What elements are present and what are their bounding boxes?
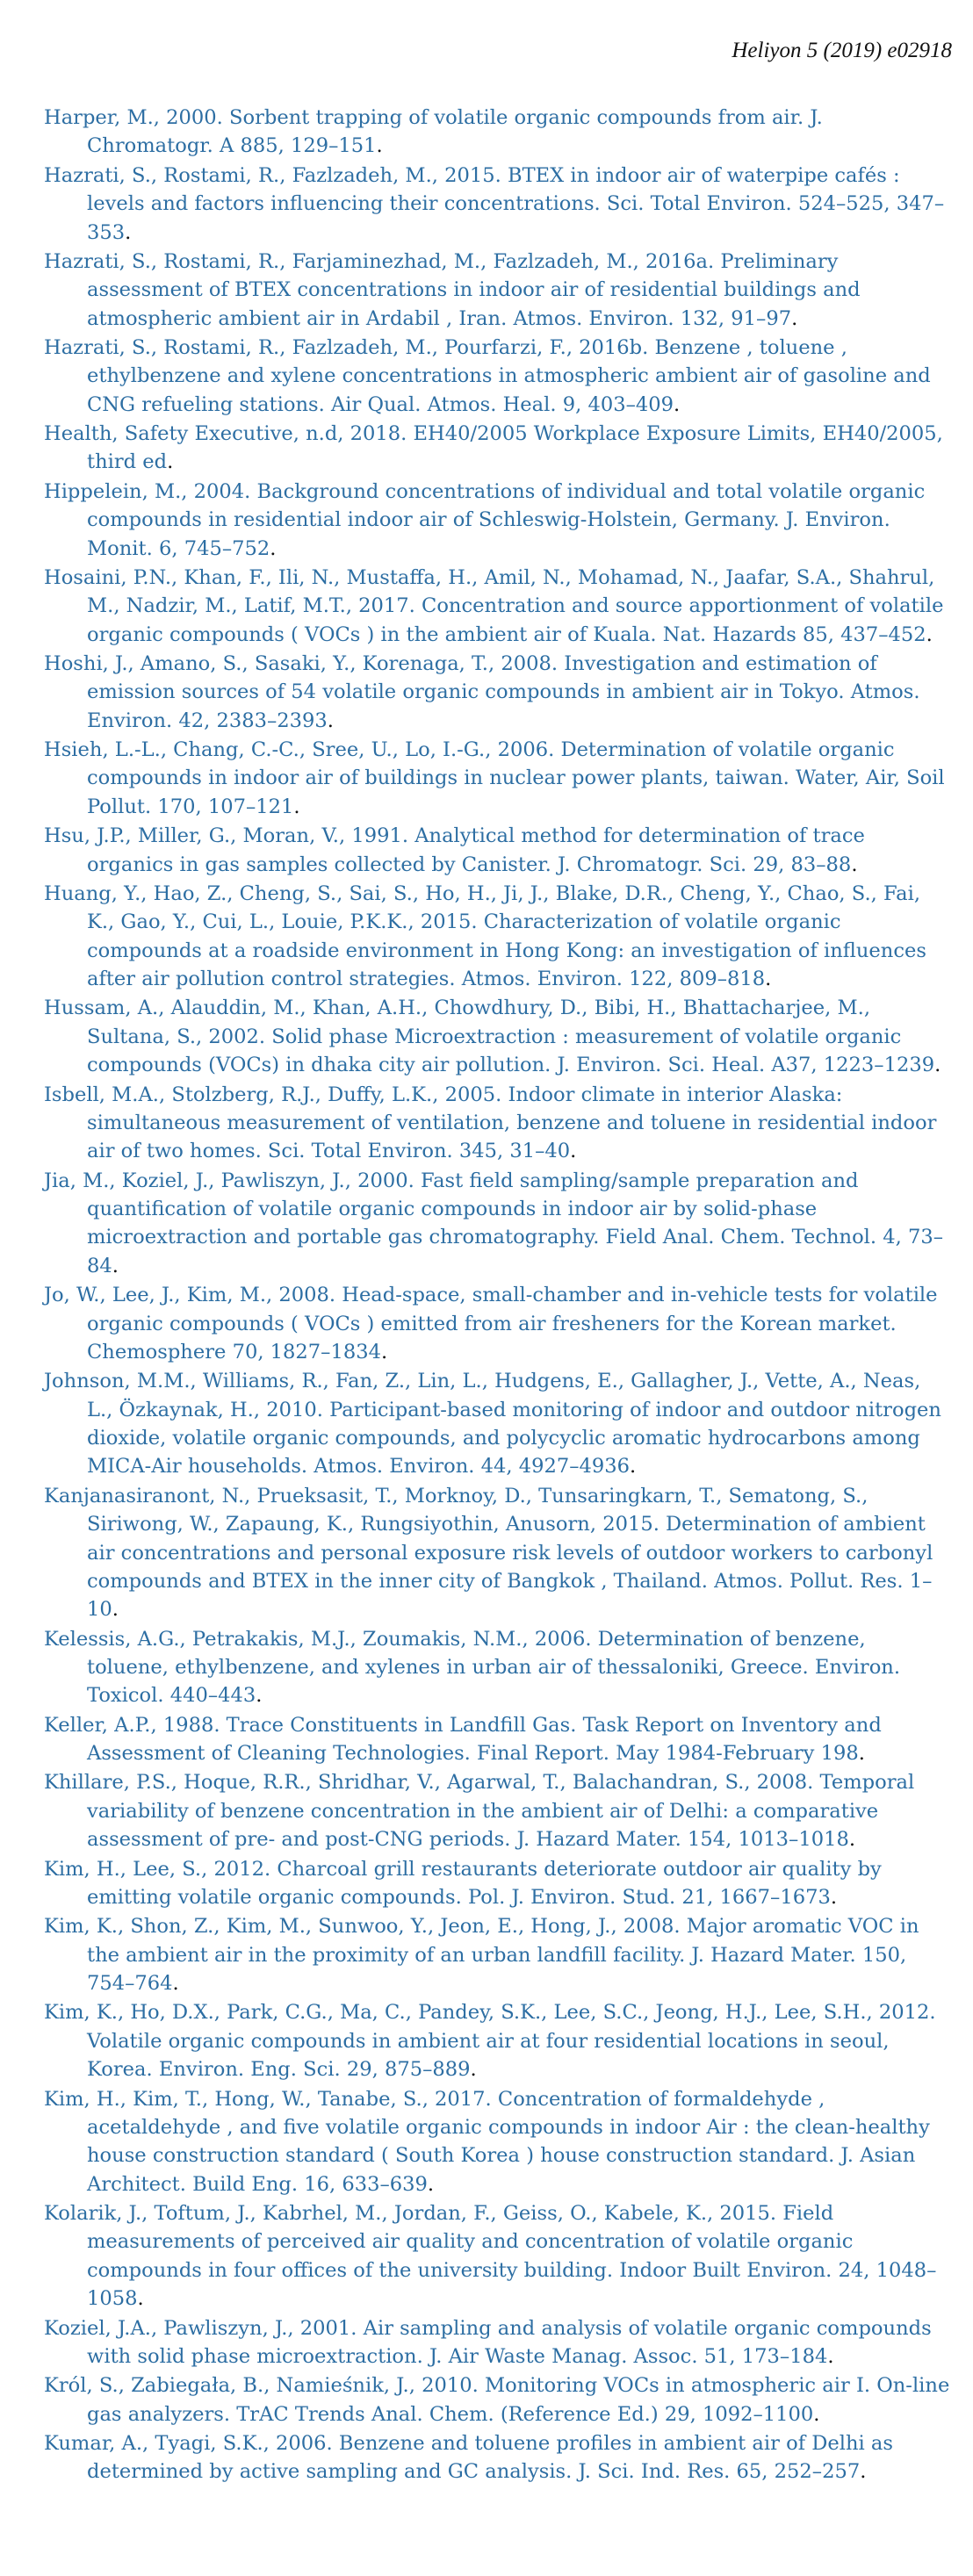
reference-text: Kelessis, A.G., Petrakakis, M.J., Zoumakis, N.M., 2006. Determination of benzene, toluene, ethylbenzene, and xylenes in urban air of thessaloniki, Greece. Environ. Toxicol. 440–443 (44, 1627, 901, 1708)
reference-list (44, 104, 952, 2487)
reference-item[interactable]: Health, Safety Executive, n.d, 2018. EH40/2005 Workplace Exposure Limits, EH40/2005, third ed. (44, 422, 943, 474)
reference-text: Kolarik, J., Toftum, J., Kabrhel, M., Jordan, F., Geiss, O., Kabele, K., 2015. Field measurements of perceived air quality and concentration of volatile organic compounds in four offices of the university building. Indoor Built Environ. 24, 1048–1058 (44, 2202, 937, 2311)
reference-text: Kim, H., Kim, T., Hong, W., Tanabe, S., 2017. Concentration of formaldehyde , acetaldehyde , and five volatile organic compounds in indoor Air : the clean-healthy house construction standard ( South Korea ) house construction standard. J. Asian Architect. Build Eng. 16, 633–639 (44, 2087, 930, 2196)
reference-text: Kim, K., Ho, D.X., Park, C.G., Ma, C., Pandey, S.K., Lee, S.C., Jeong, H.J., Lee, S.H., 2012. Volatile organic compounds in ambient air at four residential locations in seoul, Korea. Environ. Eng. Sci. 29, 875–889 (44, 2001, 936, 2082)
reference-text: Hazrati, S., Rostami, R., Fazlzadeh, M., Pourfarzi, F., 2016b. Benzene , toluene , ethylbenzene and xylene concentrations in atmospheric ambient air of gasoline and CNG refueling stations. Air Qual. Atmos. Heal. 9, 403–409 (44, 335, 931, 416)
reference-item[interactable]: Johnson, M.M., Williams, R., Fan, Z., Lin, L., Hudgens, E., Gallagher, J., Vette, A., Neas, L., Özkaynak, H., 2010. Participant-based monitoring of indoor and outdoor nitrogen dioxide, volatile organic compounds, and polycyclic aromatic hydrocarbons among MICA-Air households. Atmos. Environ. 44, 4927–4936. (44, 1370, 941, 1479)
reference-text: Hsu, J.P., Miller, G., Moran, V., 1991. Analytical method for determination of trace organics in gas samples collected by Canister. J. Chromatogr. Sci. 29, 83–88 (44, 824, 865, 876)
reference-item[interactable]: Kim, H., Kim, T., Hong, W., Tanabe, S., 2017. Concentration of formaldehyde , acetaldehyde , and five volatile organic compounds in indoor Air : the clean-healthy house construction standard ( South Korea ) house construction standard. J. Asian Architect. Build Eng. 16, 633–639. (44, 2087, 930, 2196)
reference-item[interactable]: Hippelein, M., 2004. Background concentrations of individual and total volatile organic compounds in residential indoor air of Schleswig-Holstein, Germany. J. Environ. Monit. 6, 745–752. (44, 479, 926, 560)
reference-text: Harper, M., 2000. Sorbent trapping of volatile organic compounds from air. J. Chromatogr. A 885, 129–151 (44, 106, 823, 158)
reference-item[interactable]: Jia, M., Koziel, J., Pawliszyn, J., 2000. Fast field sampling/sample preparation and quantification of volatile organic compounds in indoor air by solid-phase microextraction and portable gas chromatography. Field Anal. Chem. Technol. 4, 73–84. (44, 1169, 944, 1277)
reference-item[interactable]: Hoshi, J., Amano, S., Sasaki, Y., Korenaga, T., 2008. Investigation and estimation of emission sources of 54 volatile organic compounds in ambient air in Tokyo. Atmos. Environ. 42, 2383–2393. (44, 651, 920, 732)
reference-item[interactable]: Koziel, J.A., Pawliszyn, J., 2001. Air sampling and analysis of volatile organic compounds with solid phase microextraction. J. Air Waste Manag. Assoc. 51, 173–184. (44, 2316, 932, 2368)
reference-text: Hosaini, P.N., Khan, F., Ili, N., Mustaffa, H., Amil, N., Mohamad, N., Jaafar, S.A., Shahrul, M., Nadzir, M., Latif, M.T., 2017. Concentration and source apportionment of volatile organic compounds ( VOCs ) in the ambient air of Kuala. Nat. Hazards 85, 437–452 (44, 565, 944, 646)
reference-text: Hazrati, S., Rostami, R., Farjaminezhad, M., Fazlzadeh, M., 2016a. Preliminary assessment of BTEX concentrations in indoor air of residential buildings and atmospheric ambient air in Ardabil , Iran. Atmos. Environ. 132, 91–97 (44, 249, 861, 330)
reference-item[interactable]: Huang, Y., Hao, Z., Cheng, S., Sai, S., Ho, H., Ji, J., Blake, D.R., Cheng, Y., Chao, S., Fai, K., Gao, Y., Cui, L., Louie, P.K.K., 2015. Characterization of volatile organic compounds at a roadside environment in Hong Kong: an investigation of influences after air pollution control strategies. Atmos. Environ. 122, 809–818. (44, 881, 926, 991)
reference-item[interactable]: Hosaini, P.N., Khan, F., Ili, N., Mustaffa, H., Amil, N., Mohamad, N., Jaafar, S.A., Shahrul, M., Nadzir, M., Latif, M.T., 2017. Concentration and source apportionment of volatile organic compounds ( VOCs ) in the ambient air of Kuala. Nat. Hazards 85, 437–452. (44, 565, 944, 646)
reference-item[interactable]: Hussam, A., Alauddin, M., Khan, A.H., Chowdhury, D., Bibi, H., Bhattacharjee, M., Sultana, S., 2002. Solid phase Microextraction : measurement of volatile organic compounds (VOCs) in dhaka city air pollution. J. Environ. Sci. Heal. A37, 1223–1239. (44, 997, 941, 1077)
reference-text: Huang, Y., Hao, Z., Cheng, S., Sai, S., Ho, H., Ji, J., Blake, D.R., Cheng, Y., Chao, S., Fai, K., Gao, Y., Cui, L., Louie, P.K.K., 2015. Characterization of volatile organic compounds at a roadside environment in Hong Kong: an investigation of influences after air pollution control strategies. Atmos. Environ. 122, 809–818 (44, 881, 926, 991)
reference-text: Johnson, M.M., Williams, R., Fan, Z., Lin, L., Hudgens, E., Gallagher, J., Vette, A., Neas, L., Özkaynak, H., 2010. Participant-based monitoring of indoor and outdoor nitrogen dioxide, volatile organic compounds, and polycyclic aromatic hydrocarbons among MICA-Air households. Atmos. Environ. 44, 4927–4936 (44, 1370, 941, 1479)
reference-text: Jo, W., Lee, J., Kim, M., 2008. Head-space, small-chamber and in-vehicle tests for volatile organic compounds ( VOCs ) emitted from air fresheners for the Korean market. Chemosphere 70, 1827–1834 (44, 1284, 938, 1364)
reference-item[interactable]: Hsu, J.P., Miller, G., Moran, V., 1991. Analytical method for determination of trace organics in gas samples collected by Canister. J. Chromatogr. Sci. 29, 83–88. (44, 824, 865, 876)
reference-text: Health, Safety Executive, n.d, 2018. EH40/2005 Workplace Exposure Limits, EH40/2005, third ed (44, 422, 943, 474)
reference-item[interactable]: Kanjanasiranont, N., Prueksasit, T., Morknoy, D., Tunsaringkarn, T., Sematong, S., Siriwong, W., Zapaung, K., Rungsiyothin, Anusorn, 2015. Determination of ambient air concentrations and personal exposure risk levels of outdoor workers to carbonyl compounds and BTEX in the inner city of Bangkok , Thailand. Atmos. Pollut. Res. 1–10. (44, 1484, 933, 1622)
reference-text: Hippelein, M., 2004. Background concentrations of individual and total volatile organic compounds in residential indoor air of Schleswig-Holstein, Germany. J. Environ. Monit. 6, 745–752 (44, 479, 926, 560)
reference-item[interactable]: Król, S., Zabiegała, B., Namieśnik, J., 2010. Monitoring VOCs in atmospheric air I. On-line gas analyzers. TrAC Trends Anal. Chem. (Reference Ed.) 29, 1092–1100. (44, 2374, 950, 2426)
reference-text: Jia, M., Koziel, J., Pawliszyn, J., 2000. Fast field sampling/sample preparation and quantification of volatile organic compounds in indoor air by solid-phase microextraction and portable gas chromatography. Field Anal. Chem. Technol. 4, 73–84 (44, 1169, 944, 1277)
reference-item[interactable]: Kolarik, J., Toftum, J., Kabrhel, M., Jordan, F., Geiss, O., Kabele, K., 2015. Field measurements of perceived air quality and concentration of volatile organic compounds in four offices of the university building. Indoor Built Environ. 24, 1048–1058. (44, 2202, 937, 2311)
reference-text: Hsieh, L.-L., Chang, C.-C., Sree, U., Lo, I.-G., 2006. Determination of volatile organic compounds in indoor air of buildings in nuclear power plants, taiwan. Water, Air, Soil Pollut. 170, 107–121 (44, 738, 945, 818)
reference-item[interactable]: Keller, A.P., 1988. Trace Constituents in Landfill Gas. Task Report on Inventory and Assessment of Cleaning Technologies. Final Report. May 1984-February 198. (44, 1713, 882, 1766)
reference-text: Koziel, J.A., Pawliszyn, J., 2001. Air sampling and analysis of volatile organic compounds with solid phase microextraction. J. Air Waste Manag. Assoc. 51, 173–184 (44, 2316, 932, 2368)
reference-item[interactable]: Kumar, A., Tyagi, S.K., 2006. Benzene and toluene profiles in ambient air of Delhi as determined by active sampling and GC analysis. J. Sci. Ind. Res. 65, 252–257. (44, 2431, 893, 2484)
reference-text: Hoshi, J., Amano, S., Sasaki, Y., Korenaga, T., 2008. Investigation and estimation of emission sources of 54 volatile organic compounds in ambient air in Tokyo. Atmos. Environ. 42, 2383–2393 (44, 651, 920, 732)
reference-item[interactable]: Kim, K., Shon, Z., Kim, M., Sunwoo, Y., Jeon, E., Hong, J., 2008. Major aromatic VOC in the ambient air in the proximity of an urban landfill facility. J. Hazard Mater. 150, 754–764. (44, 1915, 919, 1996)
reference-item[interactable]: Hsieh, L.-L., Chang, C.-C., Sree, U., Lo, I.-G., 2006. Determination of volatile organic compounds in indoor air of buildings in nuclear power plants, taiwan. Water, Air, Soil Pollut. 170, 107–121. (44, 738, 945, 818)
reference-item[interactable]: Harper, M., 2000. Sorbent trapping of volatile organic compounds from air. J. Chromatogr. A 885, 129–151. (44, 106, 823, 158)
journal-citation-header: Heliyon 5 (2019) e02918 (732, 39, 952, 62)
reference-text: Kim, H., Lee, S., 2012. Charcoal grill restaurants deteriorate outdoor air quality by emitting volatile organic compounds. Pol. J. Environ. Stud. 21, 1667–1673 (44, 1857, 882, 1909)
reference-item[interactable]: Isbell, M.A., Stolzberg, R.J., Duffy, L.K., 2005. Indoor climate in interior Alaska: simultaneous measurement of ventilation, benzene and toluene in residential indoor air of two homes. Sci. Total Environ. 345, 31–40. (44, 1083, 937, 1163)
reference-text: Hussam, A., Alauddin, M., Khan, A.H., Chowdhury, D., Bibi, H., Bhattacharjee, M., Sultana, S., 2002. Solid phase Microextraction : measurement of volatile organic compounds (VOCs) in dhaka city air pollution. J. Environ. Sci. Heal. A37, 1223–1239 (44, 997, 935, 1077)
reference-text: Kanjanasiranont, N., Prueksasit, T., Morknoy, D., Tunsaringkarn, T., Sematong, S., Siriwong, W., Zapaung, K., Rungsiyothin, Anusorn, 2015. Determination of ambient air concentrations and personal exposure risk levels of outdoor workers to carbonyl compounds and BTEX in the inner city of Bangkok , Thailand. Atmos. Pollut. Res. 1–10 (44, 1484, 933, 1622)
reference-item[interactable]: Hazrati, S., Rostami, R., Farjaminezhad, M., Fazlzadeh, M., 2016a. Preliminary assessment of BTEX concentrations in indoor air of residential buildings and atmospheric ambient air in Ardabil , Iran. Atmos. Environ. 132, 91–97. (44, 249, 861, 330)
reference-text: Keller, A.P., 1988. Trace Constituents in Landfill Gas. Task Report on Inventory and Assessment of Cleaning Technologies. Final Report. May 1984-February 198 (44, 1713, 882, 1766)
reference-text: Kim, K., Shon, Z., Kim, M., Sunwoo, Y., Jeon, E., Hong, J., 2008. Major aromatic VOC in the ambient air in the proximity of an urban landfill facility. J. Hazard Mater. 150, 754–764 (44, 1915, 919, 1996)
reference-item[interactable]: Hazrati, S., Rostami, R., Fazlzadeh, M., Pourfarzi, F., 2016b. Benzene , toluene , ethylbenzene and xylene concentrations in atmospheric ambient air of gasoline and CNG refueling stations. Air Qual. Atmos. Heal. 9, 403–409. (44, 335, 931, 416)
reference-item[interactable]: Jo, W., Lee, J., Kim, M., 2008. Head-space, small-chamber and in-vehicle tests for volatile organic compounds ( VOCs ) emitted from air fresheners for the Korean market. Chemosphere 70, 1827–1834. (44, 1284, 938, 1364)
reference-item[interactable]: Khillare, P.S., Hoque, R.R., Shridhar, V., Agarwal, T., Balachandran, S., 2008. Temporal variability of benzene concentration in the ambient air of Delhi: a comparative assessment of pre- and post-CNG periods. J. Hazard Mater. 154, 1013–1018. (44, 1771, 915, 1852)
reference-text: Isbell, M.A., Stolzberg, R.J., Duffy, L.K., 2005. Indoor climate in interior Alaska: simultaneous measurement of ventilation, benzene and toluene in residential indoor air of two homes. Sci. Total Environ. 345, 31–40 (44, 1083, 937, 1163)
reference-text: Król, S., Zabiegała, B., Namieśnik, J., 2010. Monitoring VOCs in atmospheric air I. On-line gas analyzers. TrAC Trends Anal. Chem. (Reference Ed.) 29, 1092–1100 (44, 2374, 950, 2426)
reference-text: Khillare, P.S., Hoque, R.R., Shridhar, V., Agarwal, T., Balachandran, S., 2008. Temporal variability of benzene concentration in the ambient air of Delhi: a comparative assessment of pre- and post-CNG periods. J. Hazard Mater. 154, 1013–1018 (44, 1771, 915, 1852)
reference-text: Kumar, A., Tyagi, S.K., 2006. Benzene and toluene profiles in ambient air of Delhi as determined by active sampling and GC analysis. J. Sci. Ind. Res. 65, 252–257 (44, 2431, 893, 2484)
reference-text: Hazrati, S., Rostami, R., Fazlzadeh, M., 2015. BTEX in indoor air of waterpipe cafés : levels and factors influencing their concentrations. Sci. Total Environ. 524–525, 347–353 (44, 163, 945, 244)
reference-item[interactable]: Kelessis, A.G., Petrakakis, M.J., Zoumakis, N.M., 2006. Determination of benzene, toluene, ethylbenzene, and xylenes in urban air of thessaloniki, Greece. Environ. Toxicol. 440–443. (44, 1627, 901, 1708)
reference-item[interactable]: Kim, K., Ho, D.X., Park, C.G., Ma, C., Pandey, S.K., Lee, S.C., Jeong, H.J., Lee, S.H., 2012. Volatile organic compounds in ambient air at four residential locations in seoul, Korea. Environ. Eng. Sci. 29, 875–889. (44, 2001, 936, 2082)
reference-item[interactable]: Hazrati, S., Rostami, R., Fazlzadeh, M., 2015. BTEX in indoor air of waterpipe cafés : levels and factors influencing their concentrations. Sci. Total Environ. 524–525, 347–353. (44, 163, 945, 244)
reference-item[interactable]: Kim, H., Lee, S., 2012. Charcoal grill restaurants deteriorate outdoor air quality by emitting volatile organic compounds. Pol. J. Environ. Stud. 21, 1667–1673. (44, 1857, 882, 1909)
